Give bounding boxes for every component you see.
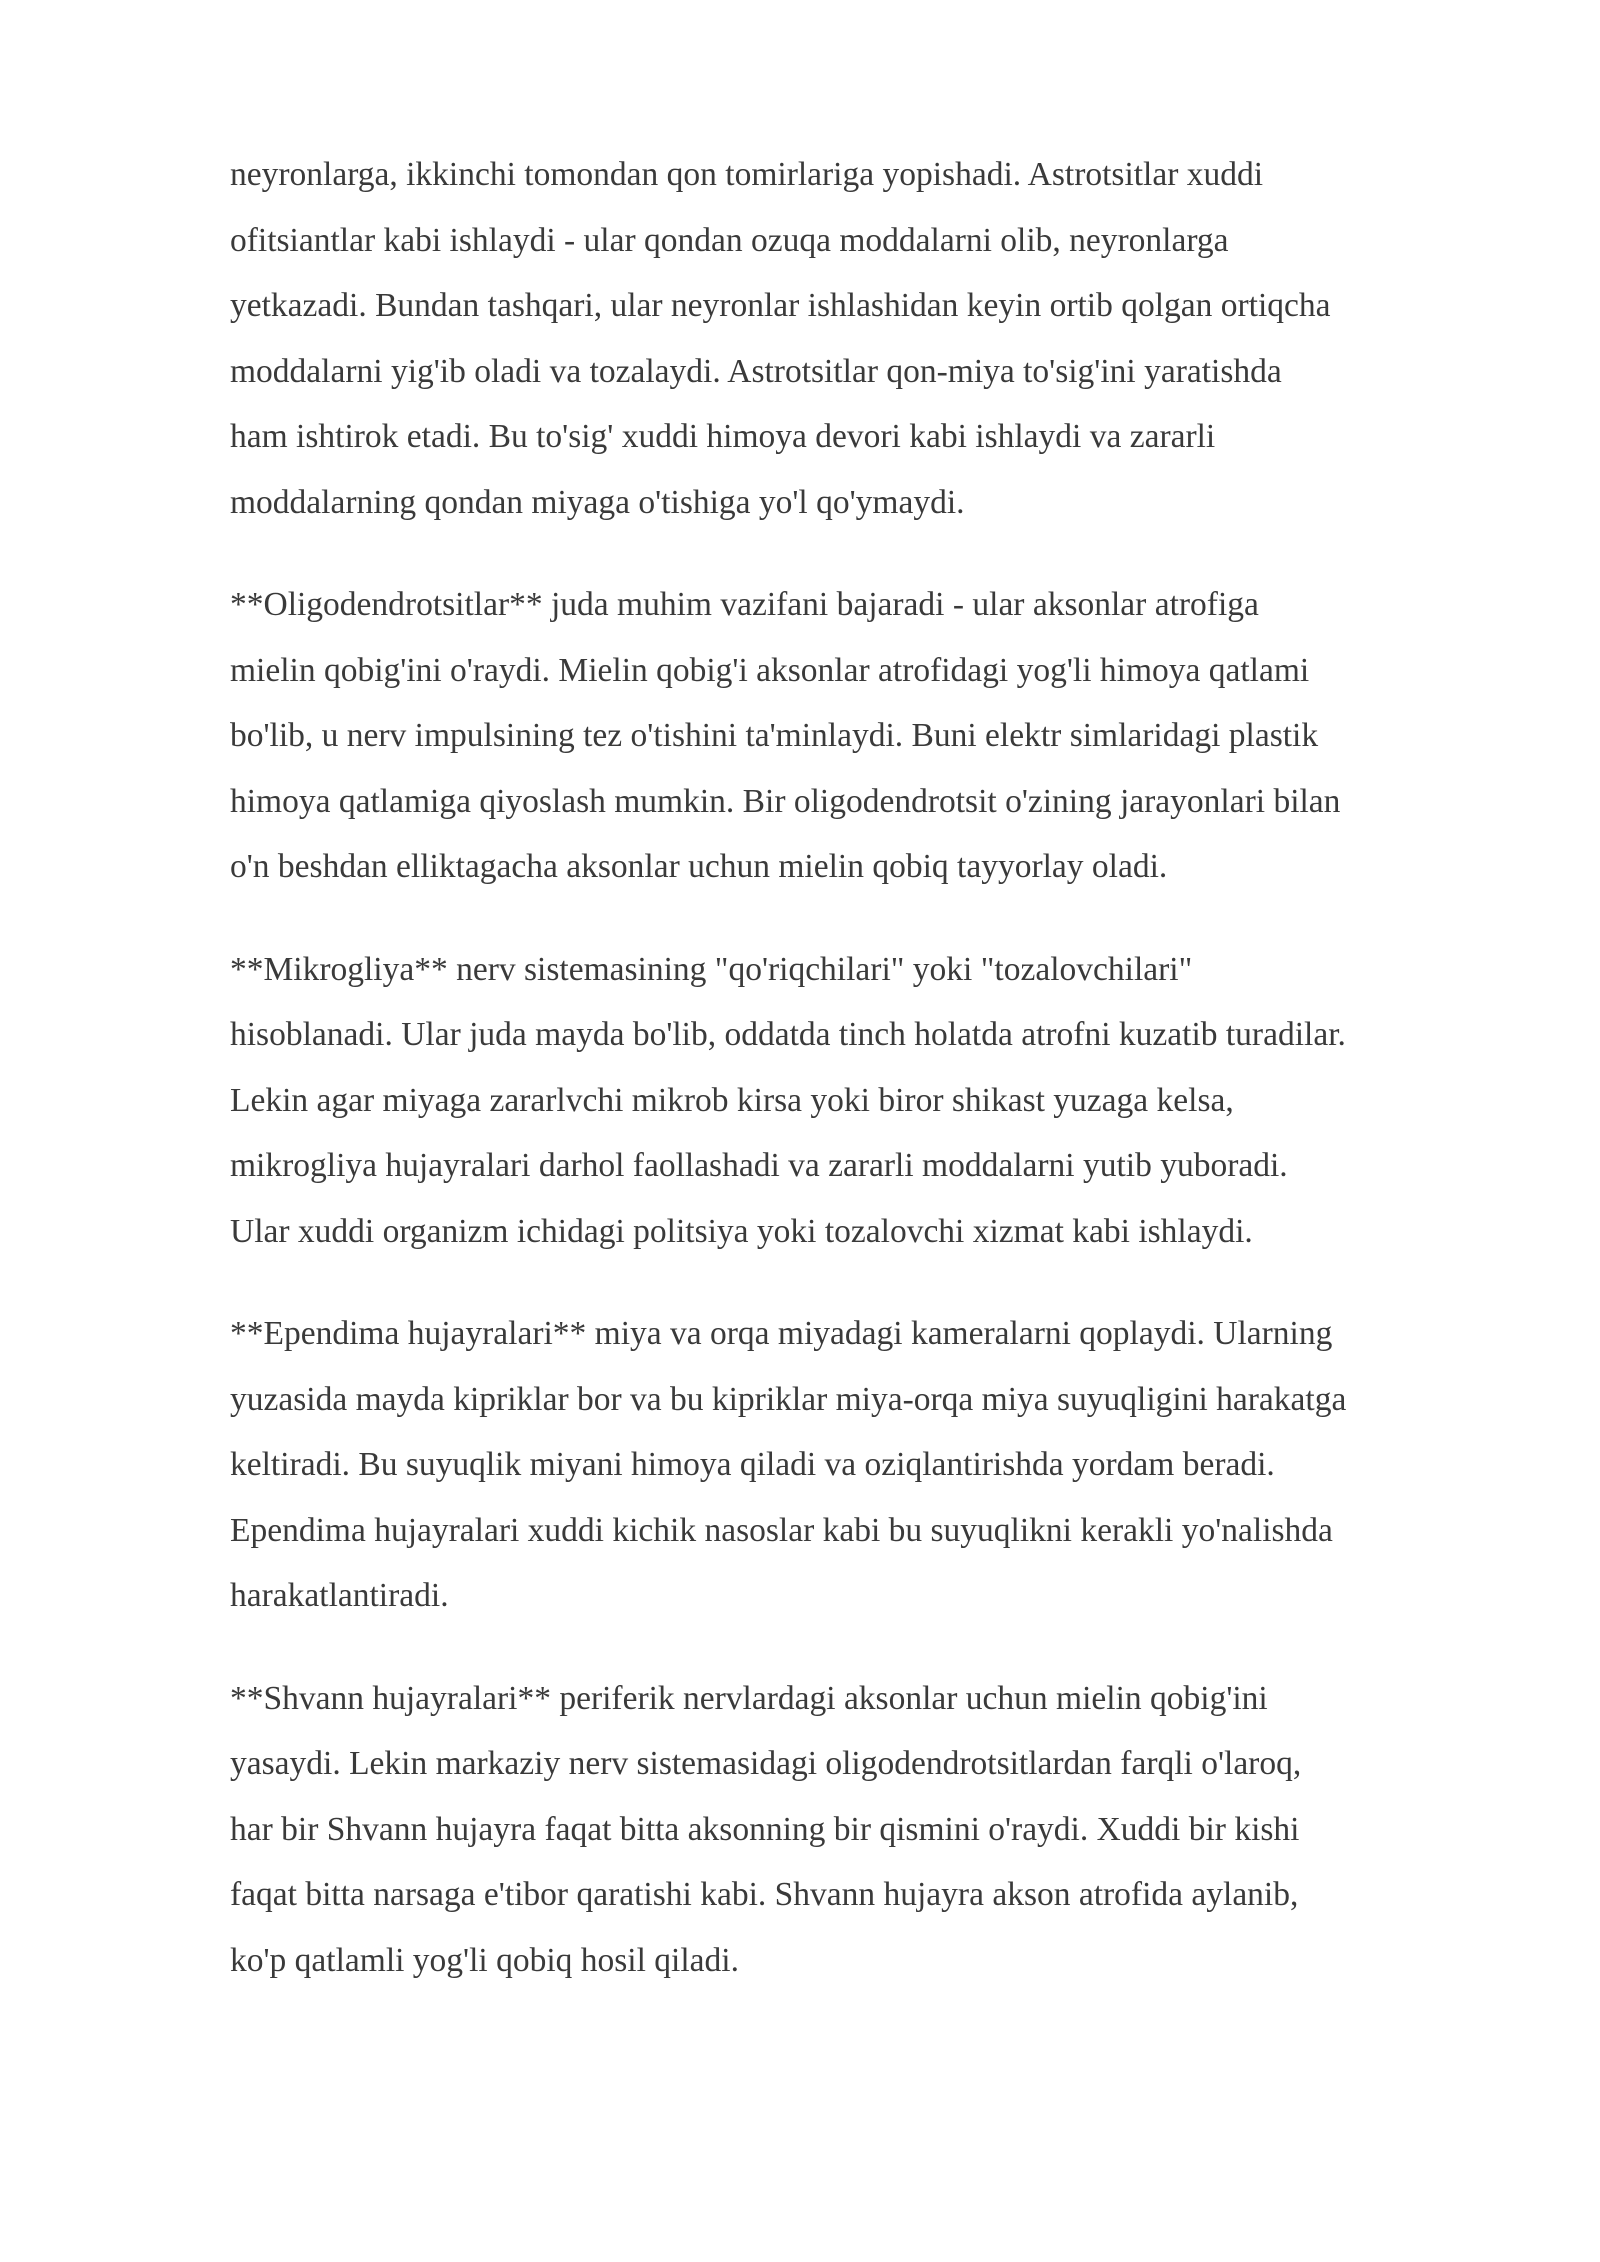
text-line: **Mikrogliya** nerv sistemasining "qo'riqchilari" yoki "tozalovchilari" [230, 950, 1193, 988]
text-line: neyronlarga, ikkinchi tomondan qon tomirlariga yopishadi. Astrotsitlar xuddi [230, 156, 1264, 193]
text-line: bo'lib, u nerv impulsining tez o'tishini ta'minlaydi. Buni elektr simlaridagi plastik [230, 717, 1319, 754]
text-line: harakatlantiradi. [230, 1577, 449, 1614]
text-line: Ependima hujayralari xuddi kichik nasoslar kabi bu suyuqlikni kerakli yo'nalishda [230, 1511, 1333, 1549]
paragraph-ependima [230, 1301, 1505, 1629]
paragraph-mikrogliya [230, 937, 1505, 1265]
text-line: **Ependima hujayralari** miya va orqa miyadagi kameralarni qoplaydi. Ularning [230, 1315, 1333, 1352]
text-line: hisoblanadi. Ular juda mayda bo'lib, oddatda tinch holatda atrofni kuzatib turadilar. [230, 1016, 1346, 1053]
text-line: moddalarning qondan miyaga o'tishiga yo'l qo'ymaydi. [230, 483, 965, 521]
text-line: ko'p qatlamli yog'li qobiq hosil qiladi. [230, 1941, 739, 1979]
text-line: yetkazadi. Bundan tashqari, ular neyronlar ishlashidan keyin ortib qolgan ortiqcha [230, 287, 1331, 324]
text-line: faqat bitta narsaga e'tibor qaratishi kabi. Shvann hujayra akson atrofida aylanib, [230, 1876, 1299, 1913]
text-line: Ular xuddi organizm ichidagi politsiya yoki tozalovchi xizmat kabi ishlaydi. [230, 1212, 1253, 1250]
text-line: Lekin agar miyaga zararlvchi mikrob kirsa yoki biror shikast yuzaga kelsa, [230, 1081, 1234, 1119]
text-line: **Oligodendrotsitlar** juda muhim vazifani bajaradi - ular aksonlar atrofiga [230, 586, 1259, 623]
text-line: ofitsiantlar kabi ishlaydi - ular qondan ozuqa moddalarni olib, neyronlarga [230, 221, 1229, 259]
document-body [230, 142, 1505, 2030]
text-line: moddalarni yig'ib oladi va tozalaydi. Astrotsitlar qon-miya to'sig'ini yaratishda [230, 352, 1282, 390]
text-line: har bir Shvann hujayra faqat bitta aksonning bir qismini o'raydi. Xuddi bir kishi [230, 1810, 1300, 1848]
text-line: keltiradi. Bu suyuqlik miyani himoya qiladi va oziqlantirishda yordam beradi. [230, 1446, 1275, 1483]
paragraph-shvann [230, 1666, 1505, 1994]
text-line: mikrogliya hujayralari darhol faollashadi va zararli moddalarni yutib yuboradi. [230, 1147, 1288, 1184]
text-line: mielin qobig'ini o'raydi. Mielin qobig'i aksonlar atrofidagi yog'li himoya qatlami [230, 651, 1310, 689]
text-line: ham ishtirok etadi. Bu to'sig' xuddi himoya devori kabi ishlaydi va zararli [230, 418, 1216, 455]
text-line: o'n beshdan elliktagacha aksonlar uchun mielin qobiq tayyorlay oladi. [230, 848, 1168, 885]
text-line: yuzasida mayda kipriklar bor va bu kipriklar miya-orqa miya suyuqligini harakatga [230, 1380, 1347, 1418]
text-line: **Shvann hujayralari** periferik nervlardagi aksonlar uchun mielin qobig'ini [230, 1679, 1268, 1717]
text-line: himoya qatlamiga qiyoslash mumkin. Bir oligodendrotsit o'zining jarayonlari bilan [230, 782, 1341, 820]
paragraph-oligodendrotsitlar [230, 572, 1505, 900]
paragraph-astrotsitlar [230, 142, 1505, 535]
text-line: yasaydi. Lekin markaziy nerv sistemasidagi oligodendrotsitlardan farqli o'laroq, [230, 1745, 1302, 1782]
